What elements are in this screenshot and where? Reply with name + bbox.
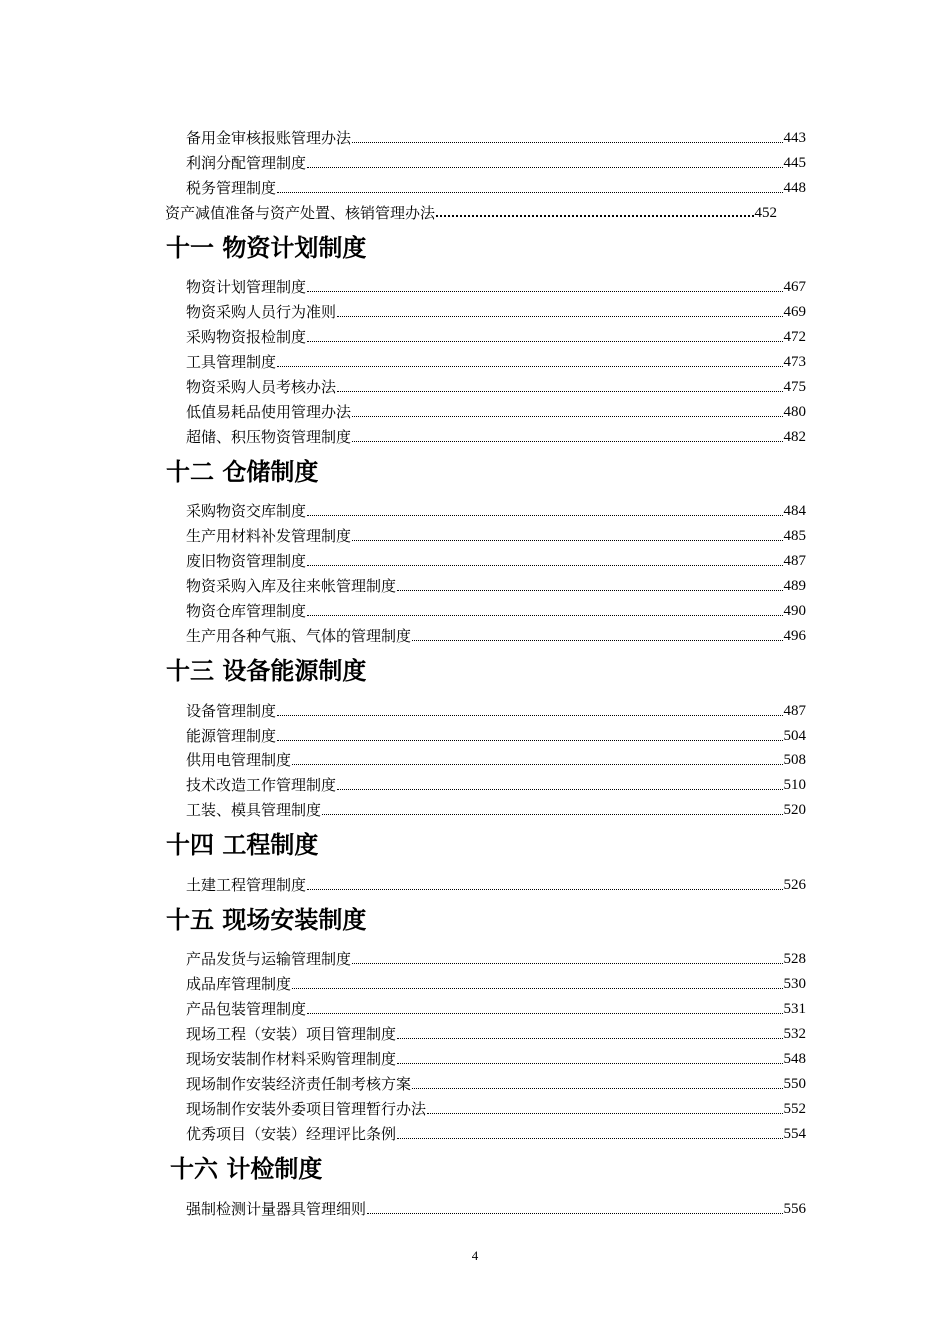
toc-entry[interactable] [186,299,806,321]
dot-leader [292,764,782,765]
toc-entry-title: 能源管理制度 [186,727,277,745]
dot-leader [307,341,782,342]
dot-leader [337,391,782,392]
toc-entry-title: 超储、积压物资管理制度 [186,428,352,446]
dot-leader [367,1213,782,1214]
toc-entry-page: 490 [783,603,806,619]
toc-entry[interactable] [186,797,806,819]
toc-entry-title: 物资采购人员考核办法 [186,378,337,396]
toc-entry-page: 482 [783,429,806,445]
toc-entry-title: 现场安装制作材料采购管理制度 [186,1050,397,1068]
dot-leader [337,316,782,317]
toc-entry-page: 484 [783,503,806,519]
toc-entry-title: 现场制作安装外委项目管理暂行办法 [186,1100,427,1118]
toc-entry-title: 产品包装管理制度 [186,1000,307,1018]
dot-leader [307,1013,782,1014]
toc-entry[interactable] [186,548,806,570]
toc-entry-title: 物资采购人员行为准则 [186,303,337,321]
toc-entry-page: 528 [783,951,806,967]
toc-entry[interactable] [186,349,806,371]
toc-entry-title: 物资采购入库及往来帐管理制度 [186,577,397,595]
toc-entry[interactable] [186,274,806,296]
toc-entry-page: 473 [783,354,806,370]
dot-leader [427,1113,782,1114]
toc-entry-page: 504 [783,728,806,744]
toc-entry[interactable] [186,698,806,720]
toc-entry-title: 物资仓库管理制度 [186,602,307,620]
dot-leader [412,1088,782,1089]
toc-entry-title: 生产用材料补发管理制度 [186,527,352,545]
toc-entry-title: 成品库管理制度 [186,975,292,993]
toc-entry-page: 475 [783,379,806,395]
toc-entry[interactable] [186,424,806,446]
toc-entry-page: 530 [783,976,806,992]
dot-leader [292,988,782,989]
toc-entry[interactable] [186,1071,806,1093]
toc-entry[interactable] [186,723,806,745]
toc-entry-title: 工具管理制度 [186,353,277,371]
toc-entry[interactable] [186,946,806,968]
toc-entry-page: 550 [783,1076,806,1092]
dot-leader [436,215,753,217]
dot-leader [352,441,782,442]
toc-entry-page: 485 [783,528,806,544]
toc-entry-page: 445 [783,155,806,171]
toc-entry-title: 土建工程管理制度 [186,876,307,894]
dot-leader [352,963,782,964]
toc-entry[interactable] [186,1046,806,1068]
toc-entry-page: 508 [783,752,806,768]
toc-entry[interactable] [186,324,806,346]
toc-entry[interactable] [186,623,806,645]
section-heading[interactable]: 十六 计检制度 [170,1155,323,1183]
toc-entry-page: 496 [783,628,806,644]
toc-entry-page: 510 [783,777,806,793]
dot-leader [277,366,782,367]
toc-entry-page: 548 [783,1051,806,1067]
dot-leader [337,789,782,790]
dot-leader [277,715,782,716]
toc-entry[interactable] [186,1021,806,1043]
toc-entry-page: 520 [783,802,806,818]
toc-entry[interactable] [186,598,806,620]
toc-entry-page: 556 [783,1201,806,1217]
toc-entry-title: 采购物资交库制度 [186,502,307,520]
toc-entry-page: 467 [783,279,806,295]
dot-leader [307,565,782,566]
toc-entry-title: 强制检测计量器具管理细则 [186,1200,367,1218]
dot-leader [397,1038,782,1039]
toc-entry[interactable] [186,498,806,520]
toc-entry[interactable] [186,523,806,545]
toc-entry-title: 资产减值准备与资产处置、核销管理办法 [165,204,436,222]
toc-entry[interactable] [186,1096,806,1118]
toc-entry[interactable] [186,1121,806,1143]
toc-entry[interactable] [186,125,806,147]
toc-entry[interactable] [186,374,806,396]
toc-entry-title: 利润分配管理制度 [186,154,307,172]
dot-leader [352,540,782,541]
toc-entry-page: 452 [754,205,777,221]
toc-entry-title: 工装、模具管理制度 [186,801,322,819]
toc-entry-title: 供用电管理制度 [186,751,292,769]
toc-entry-title: 设备管理制度 [186,702,277,720]
toc-entry-page: 487 [783,553,806,569]
toc-entry[interactable] [165,200,777,222]
toc-entry-page: 489 [783,578,806,594]
toc-entry-title: 现场制作安装经济责任制考核方案 [186,1075,412,1093]
dot-leader [277,192,782,193]
dot-leader [412,640,782,641]
toc-entry-title: 废旧物资管理制度 [186,552,307,570]
toc-entry-title: 技术改造工作管理制度 [186,776,337,794]
toc-entry[interactable] [186,175,806,197]
dot-leader [307,291,782,292]
toc-entry[interactable] [186,971,806,993]
dot-leader [277,740,782,741]
toc-entry-page: 531 [783,1001,806,1017]
section-heading[interactable]: 十二 仓储制度 [166,458,319,486]
toc-entry[interactable] [186,1196,806,1218]
toc-entry-page: 469 [783,304,806,320]
section-heading[interactable]: 十四 工程制度 [166,831,319,859]
dot-leader [307,167,782,168]
toc-entry-page: 448 [783,180,806,196]
toc-entry-title: 低值易耗品使用管理办法 [186,403,352,421]
dot-leader [397,590,782,591]
dot-leader [307,515,782,516]
toc-entry-page: 552 [783,1101,806,1117]
dot-leader [322,814,782,815]
page-number: 4 [471,1248,479,1263]
toc-entry[interactable] [186,996,806,1018]
toc-entry-title: 备用金审核报账管理办法 [186,129,352,147]
toc-entry[interactable] [186,872,806,894]
dot-leader [397,1138,782,1139]
dot-leader [397,1063,782,1064]
toc-entry-page: 472 [783,329,806,345]
dot-leader [352,142,782,143]
toc-entry-page: 487 [783,703,806,719]
toc-entry[interactable] [186,399,806,421]
toc-entry-page: 532 [783,1026,806,1042]
toc-entry-title: 现场工程（安装）项目管理制度 [186,1025,397,1043]
toc-entry-title: 物资计划管理制度 [186,278,307,296]
dot-leader [307,889,782,890]
section-heading[interactable]: 十五 现场安装制度 [166,906,367,934]
toc-entry-page: 526 [783,877,806,893]
toc-entry-page: 480 [783,404,806,420]
toc-entry-page: 554 [783,1126,806,1142]
toc-entry-title: 产品发货与运输管理制度 [186,950,352,968]
toc-entry-title: 优秀项目（安装）经理评比条例 [186,1125,397,1143]
toc-entry[interactable] [186,150,806,172]
section-heading[interactable]: 十一 物资计划制度 [166,234,367,262]
toc-entry-title: 采购物资报检制度 [186,328,307,346]
section-heading[interactable]: 十三 设备能源制度 [166,657,367,685]
toc-entry-page: 443 [783,130,806,146]
toc-entry[interactable] [186,747,806,769]
toc-entry-title: 税务管理制度 [186,179,277,197]
toc-entry-title: 生产用各种气瓶、气体的管理制度 [186,627,412,645]
dot-leader [352,416,782,417]
toc-entry[interactable] [186,772,806,794]
dot-leader [307,615,782,616]
toc-entry[interactable] [186,573,806,595]
